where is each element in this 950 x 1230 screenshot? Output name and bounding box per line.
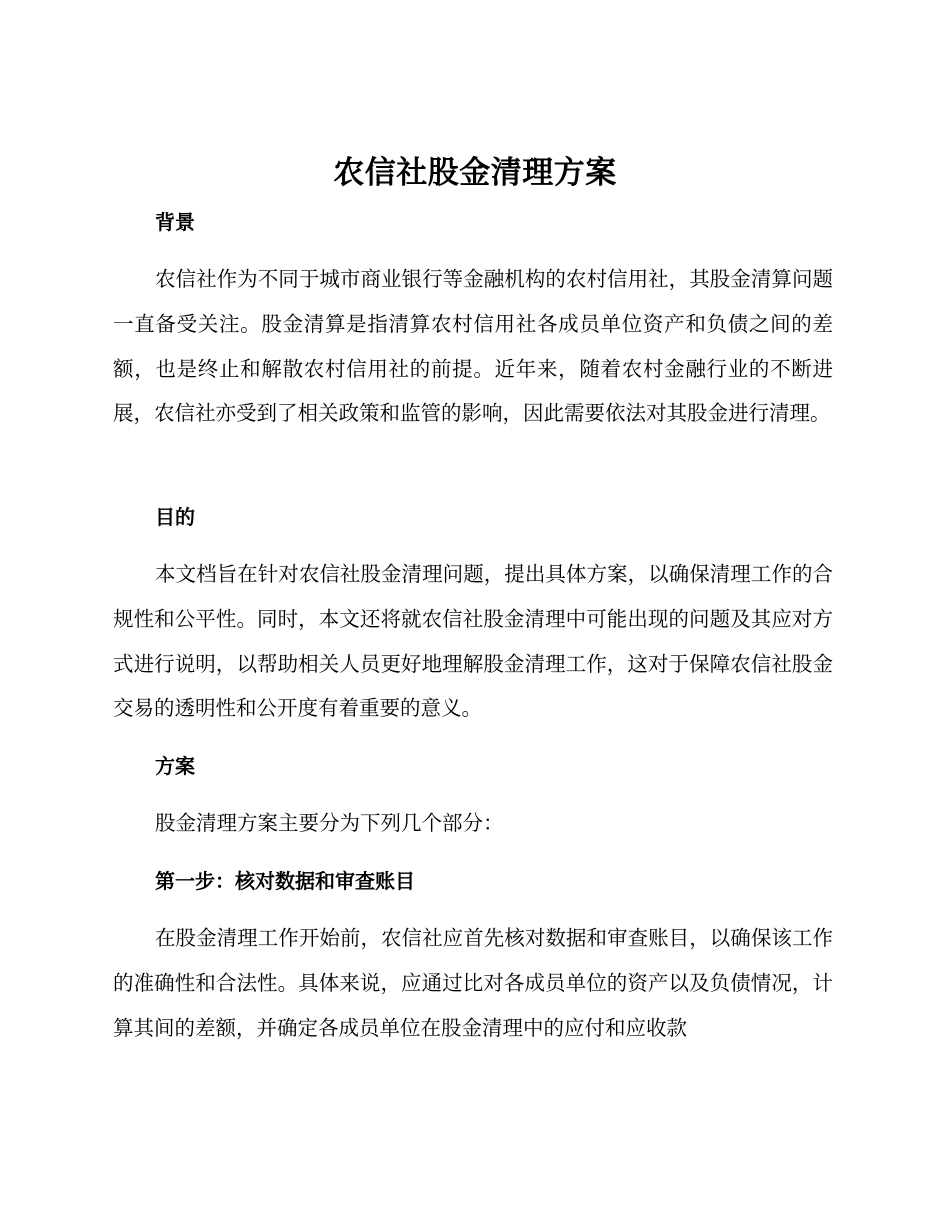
section-paragraph-purpose: 本文档旨在针对农信社股金清理问题，提出具体方案，以确保清理工作的合规性和公平性。同时，本文还将就农信社股金清理中可能出现的问题及其应对方式进行说明，以帮助相关人员更好地理解股金清理工作，这对于保障农信社股金交易的透明性和公开度有着重要的意义。 bbox=[113, 562, 833, 721]
document-title: 农信社股金清理方案 bbox=[333, 155, 617, 191]
section-heading-step-one: 第一步：核对数据和审查账目 bbox=[155, 869, 415, 893]
section-paragraph-background: 农信社作为不同于城市商业银行等金融机构的农村信用社，其股金清算问题一直备受关注。股金清算是指清算农村信用社各成员单位资产和负债之间的差额，也是终止和解散农村信用社的前提。近年来，随着农村金融行业的不断进展，农信社亦受到了相关政策和监管的影响，因此需要依法对其股金进行清理。 bbox=[113, 267, 833, 426]
section-paragraph-step-one: 在股金清理工作开始前，农信社应首先核对数据和审查账目，以确保该工作的准确性和合法性。具体来说，应通过比对各成员单位的资产以及负债情况，计算其间的差额，并确定各成员单位在股金清理中的应付和应收款 bbox=[113, 926, 833, 1040]
section-heading-plan: 方案 bbox=[155, 754, 195, 778]
section-heading-background: 背景 bbox=[155, 210, 195, 234]
section-paragraph-plan: 股金清理方案主要分为下列几个部分： bbox=[155, 811, 504, 835]
section-heading-purpose: 目的 bbox=[155, 505, 195, 529]
